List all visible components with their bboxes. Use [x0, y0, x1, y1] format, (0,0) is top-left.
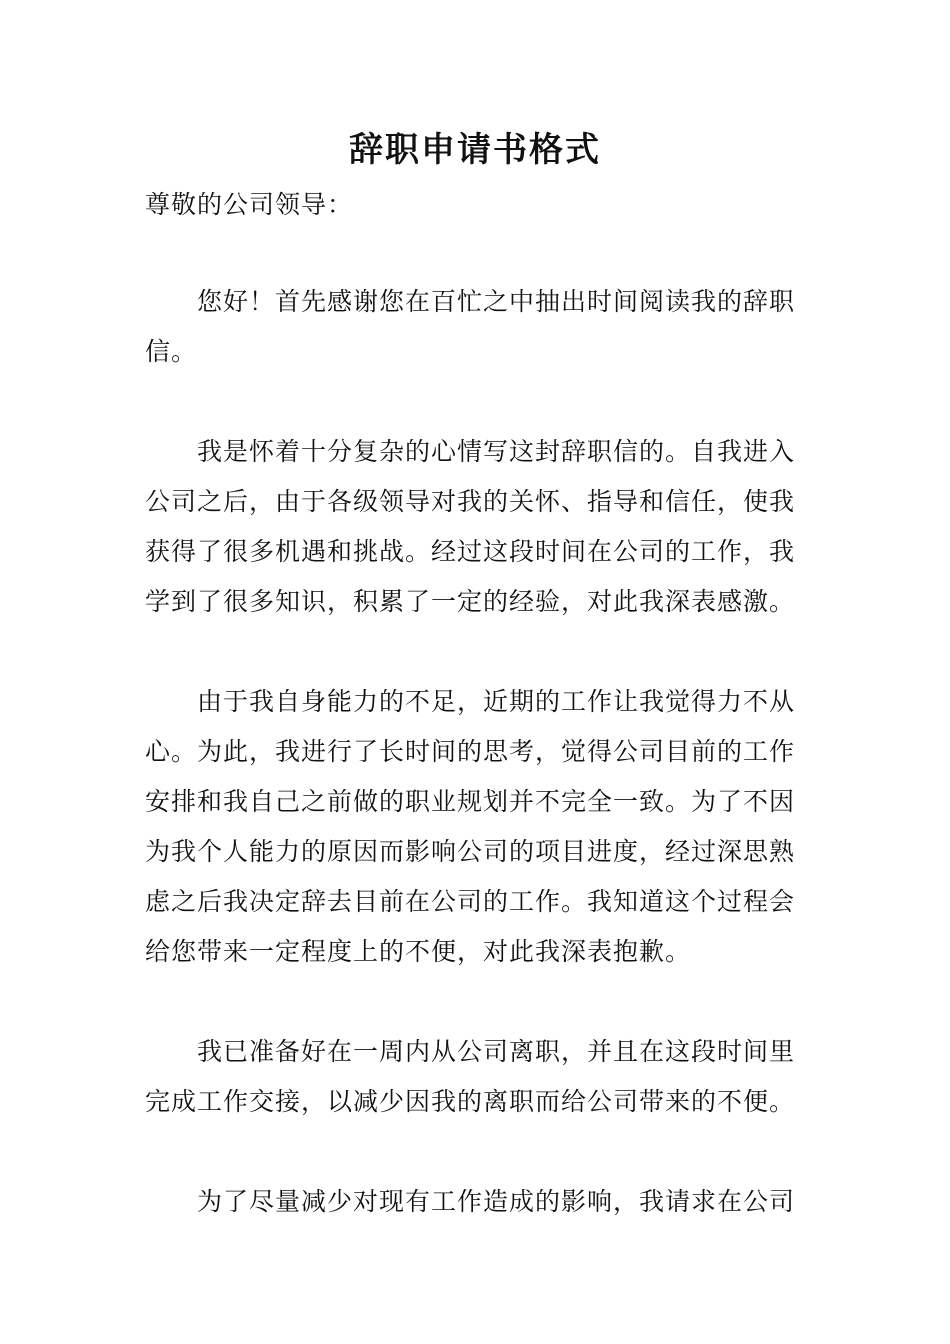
salutation: 尊敬的公司领导：	[145, 190, 354, 219]
paragraph-gratitude: 我是怀着十分复杂的心情写这封辞职信的。自我进入公司之后，由于各级领导对我的关怀、指导和信任，使我获得了很多机遇和挑战。经过这段时间在公司的工作，我学到了很多知识，积累了一定的经验，对此我深表感激。	[145, 437, 796, 616]
paragraph-greeting: 您好！首先感谢您在百忙之中抽出时间阅读我的辞职信。	[145, 287, 796, 366]
paragraph-request: 为了尽量减少对现有工作造成的影响，我请求在公司	[197, 1187, 796, 1216]
paragraph-reason: 由于我自身能力的不足，近期的工作让我觉得力不从心。为此，我进行了长时间的思考，觉得公司目前的工作安排和我自己之前做的职业规划并不完全一致。为了不因为我个人能力的原因而影响公司的项目进度，经过深思熟虑之后我决定辞去目前在公司的工作。我知道这个过程会给您带来一定程度上的不便，对此我深表抱歉。	[145, 687, 796, 966]
document-title: 辞职申请书格式	[349, 130, 601, 170]
paragraph-handover: 我已准备好在一周内从公司离职，并且在这段时间里完成工作交接，以减少因我的离职而给公司带来的不便。	[145, 1037, 796, 1116]
